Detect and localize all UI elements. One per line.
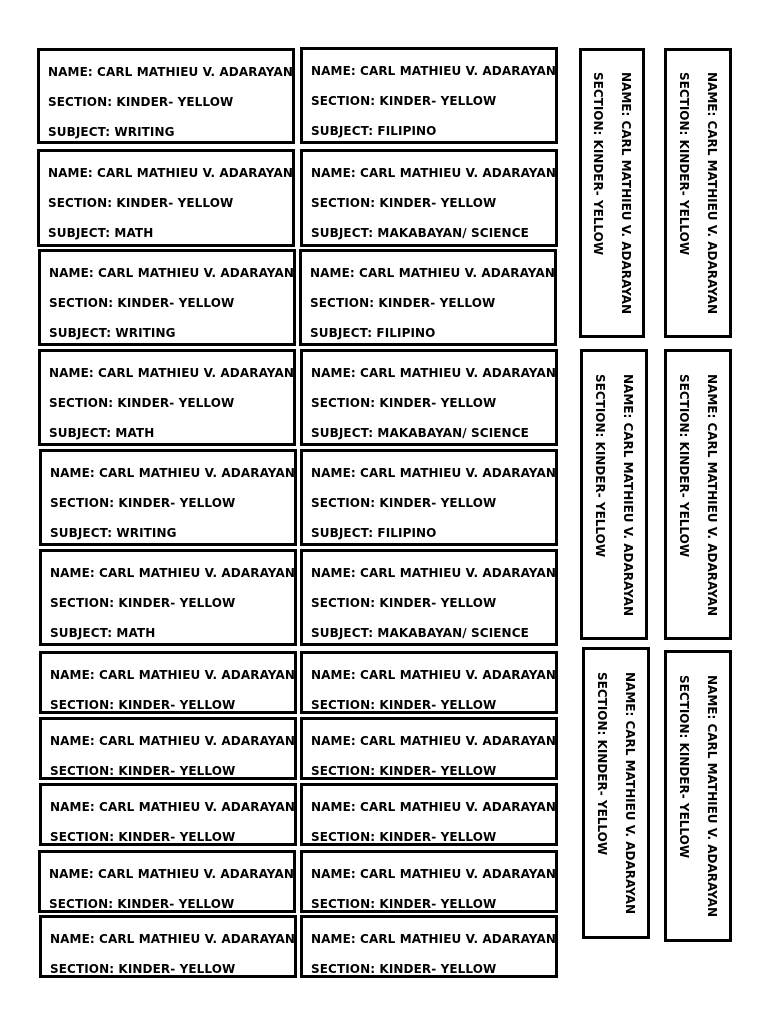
label-name-line: NAME: CARL MATHIEU V. ADARAYAN — [705, 373, 719, 616]
label-card — [300, 717, 558, 780]
vertical-label-card — [664, 349, 732, 640]
vertical-label-card — [582, 647, 650, 939]
label-name-line: NAME: CARL MATHIEU V. ADARAYAN — [50, 668, 295, 682]
label-card — [37, 149, 295, 247]
vertical-label-text — [670, 374, 726, 616]
label-name-line: NAME: CARL MATHIEU V. ADARAYAN — [311, 466, 556, 480]
label-section-line: SECTION: KINDER- YELLOW — [48, 95, 234, 109]
label-name-line: NAME: CARL MATHIEU V. ADARAYAN — [311, 566, 556, 580]
label-section-line: SECTION: KINDER- YELLOW — [677, 72, 691, 256]
label-section-line: SECTION: KINDER- YELLOW — [50, 764, 236, 778]
label-card — [300, 783, 558, 846]
label-section-line: SECTION: KINDER- YELLOW — [49, 396, 235, 410]
vertical-label-card — [664, 48, 732, 338]
label-card — [300, 149, 558, 247]
label-name-line: NAME: CARL MATHIEU V. ADARAYAN — [50, 932, 295, 946]
label-section-line: SECTION: KINDER- YELLOW — [311, 962, 497, 976]
label-name-line: NAME: CARL MATHIEU V. ADARAYAN — [311, 867, 556, 881]
label-name-line: NAME: CARL MATHIEU V. ADARAYAN — [311, 734, 556, 748]
label-name-line: NAME: CARL MATHIEU V. ADARAYAN — [310, 266, 555, 280]
label-card — [39, 651, 297, 714]
label-card — [300, 449, 558, 546]
vertical-label-text — [670, 72, 726, 314]
label-subject-line: SUBJECT: MAKABAYAN/ SCIENCE — [311, 426, 529, 440]
vertical-label-text — [586, 374, 642, 616]
label-card — [300, 549, 558, 646]
label-subject-line: SUBJECT: FILIPINO — [310, 326, 436, 340]
label-subject-line: SUBJECT: WRITING — [48, 125, 175, 139]
label-name-line: NAME: CARL MATHIEU V. ADARAYAN — [311, 800, 556, 814]
label-subject-line: SUBJECT: FILIPINO — [311, 526, 437, 540]
vertical-label-text — [584, 72, 640, 314]
label-subject-line: SUBJECT: FILIPINO — [311, 124, 437, 138]
label-section-line: SECTION: KINDER- YELLOW — [311, 94, 497, 108]
label-section-line: SECTION: KINDER- YELLOW — [311, 698, 497, 712]
vertical-label-card — [580, 349, 648, 640]
label-card — [300, 915, 558, 978]
label-name-line: NAME: CARL MATHIEU V. ADARAYAN — [623, 672, 637, 914]
label-subject-line: SUBJECT: MAKABAYAN/ SCIENCE — [311, 226, 529, 240]
label-section-line: SECTION: KINDER- YELLOW — [49, 897, 235, 911]
label-card — [300, 651, 558, 714]
label-section-line: SECTION: KINDER- YELLOW — [50, 496, 236, 510]
label-section-line: SECTION: KINDER- YELLOW — [593, 373, 607, 557]
label-name-line: NAME: CARL MATHIEU V. ADARAYAN — [311, 64, 556, 78]
label-name-line: NAME: CARL MATHIEU V. ADARAYAN — [49, 266, 294, 280]
label-name-line: NAME: CARL MATHIEU V. ADARAYAN — [49, 867, 294, 881]
label-section-line: SECTION: KINDER- YELLOW — [311, 196, 497, 210]
label-card — [300, 349, 558, 446]
vertical-label-text — [588, 672, 644, 914]
label-name-line: NAME: CARL MATHIEU V. ADARAYAN — [48, 166, 293, 180]
label-section-line: SECTION: KINDER- YELLOW — [311, 496, 497, 510]
label-section-line: SECTION: KINDER- YELLOW — [311, 897, 497, 911]
label-subject-line: SUBJECT: MATH — [49, 426, 155, 440]
label-section-line: SECTION: KINDER- YELLOW — [50, 698, 236, 712]
label-card — [38, 850, 296, 913]
label-section-line: SECTION: KINDER- YELLOW — [311, 596, 497, 610]
label-name-line: NAME: CARL MATHIEU V. ADARAYAN — [705, 72, 719, 314]
label-name-line: NAME: CARL MATHIEU V. ADARAYAN — [619, 72, 633, 314]
label-name-line: NAME: CARL MATHIEU V. ADARAYAN — [705, 675, 719, 917]
label-card — [39, 783, 297, 846]
label-card — [37, 48, 295, 144]
label-card — [300, 47, 558, 144]
label-section-line: SECTION: KINDER- YELLOW — [311, 396, 497, 410]
label-name-line: NAME: CARL MATHIEU V. ADARAYAN — [311, 932, 556, 946]
label-section-line: SECTION: KINDER- YELLOW — [311, 830, 497, 844]
label-card — [38, 249, 296, 346]
label-name-line: NAME: CARL MATHIEU V. ADARAYAN — [50, 566, 295, 580]
label-card — [38, 349, 296, 446]
label-card — [39, 549, 297, 646]
label-name-line: NAME: CARL MATHIEU V. ADARAYAN — [50, 734, 295, 748]
label-section-line: SECTION: KINDER- YELLOW — [48, 196, 234, 210]
label-name-line: NAME: CARL MATHIEU V. ADARAYAN — [311, 668, 556, 682]
label-card — [39, 717, 297, 780]
label-section-line: SECTION: KINDER- YELLOW — [50, 596, 236, 610]
label-card — [39, 915, 297, 978]
label-section-line: SECTION: KINDER- YELLOW — [49, 296, 235, 310]
label-section-line: SECTION: KINDER- YELLOW — [50, 962, 236, 976]
label-section-line: SECTION: KINDER- YELLOW — [595, 672, 609, 856]
label-subject-line: SUBJECT: MAKABAYAN/ SCIENCE — [311, 626, 529, 640]
label-name-line: NAME: CARL MATHIEU V. ADARAYAN — [48, 65, 293, 79]
label-name-line: NAME: CARL MATHIEU V. ADARAYAN — [311, 366, 556, 380]
label-name-line: NAME: CARL MATHIEU V. ADARAYAN — [49, 366, 294, 380]
label-subject-line: SUBJECT: MATH — [50, 626, 156, 640]
vertical-label-card — [664, 650, 732, 942]
label-section-line: SECTION: KINDER- YELLOW — [50, 830, 236, 844]
label-card — [299, 249, 557, 346]
label-card — [39, 449, 297, 546]
label-card — [300, 850, 558, 913]
label-section-line: SECTION: KINDER- YELLOW — [311, 764, 497, 778]
label-subject-line: SUBJECT: MATH — [48, 226, 154, 240]
label-name-line: NAME: CARL MATHIEU V. ADARAYAN — [50, 800, 295, 814]
vertical-label-card — [579, 48, 645, 338]
label-name-line: NAME: CARL MATHIEU V. ADARAYAN — [311, 166, 556, 180]
vertical-label-text — [670, 675, 726, 917]
label-section-line: SECTION: KINDER- YELLOW — [677, 675, 691, 859]
label-subject-line: SUBJECT: WRITING — [49, 326, 176, 340]
label-section-line: SECTION: KINDER- YELLOW — [677, 373, 691, 557]
label-section-line: SECTION: KINDER- YELLOW — [591, 72, 605, 256]
label-name-line: NAME: CARL MATHIEU V. ADARAYAN — [621, 373, 635, 616]
label-subject-line: SUBJECT: WRITING — [50, 526, 177, 540]
label-section-line: SECTION: KINDER- YELLOW — [310, 296, 496, 310]
label-name-line: NAME: CARL MATHIEU V. ADARAYAN — [50, 466, 295, 480]
